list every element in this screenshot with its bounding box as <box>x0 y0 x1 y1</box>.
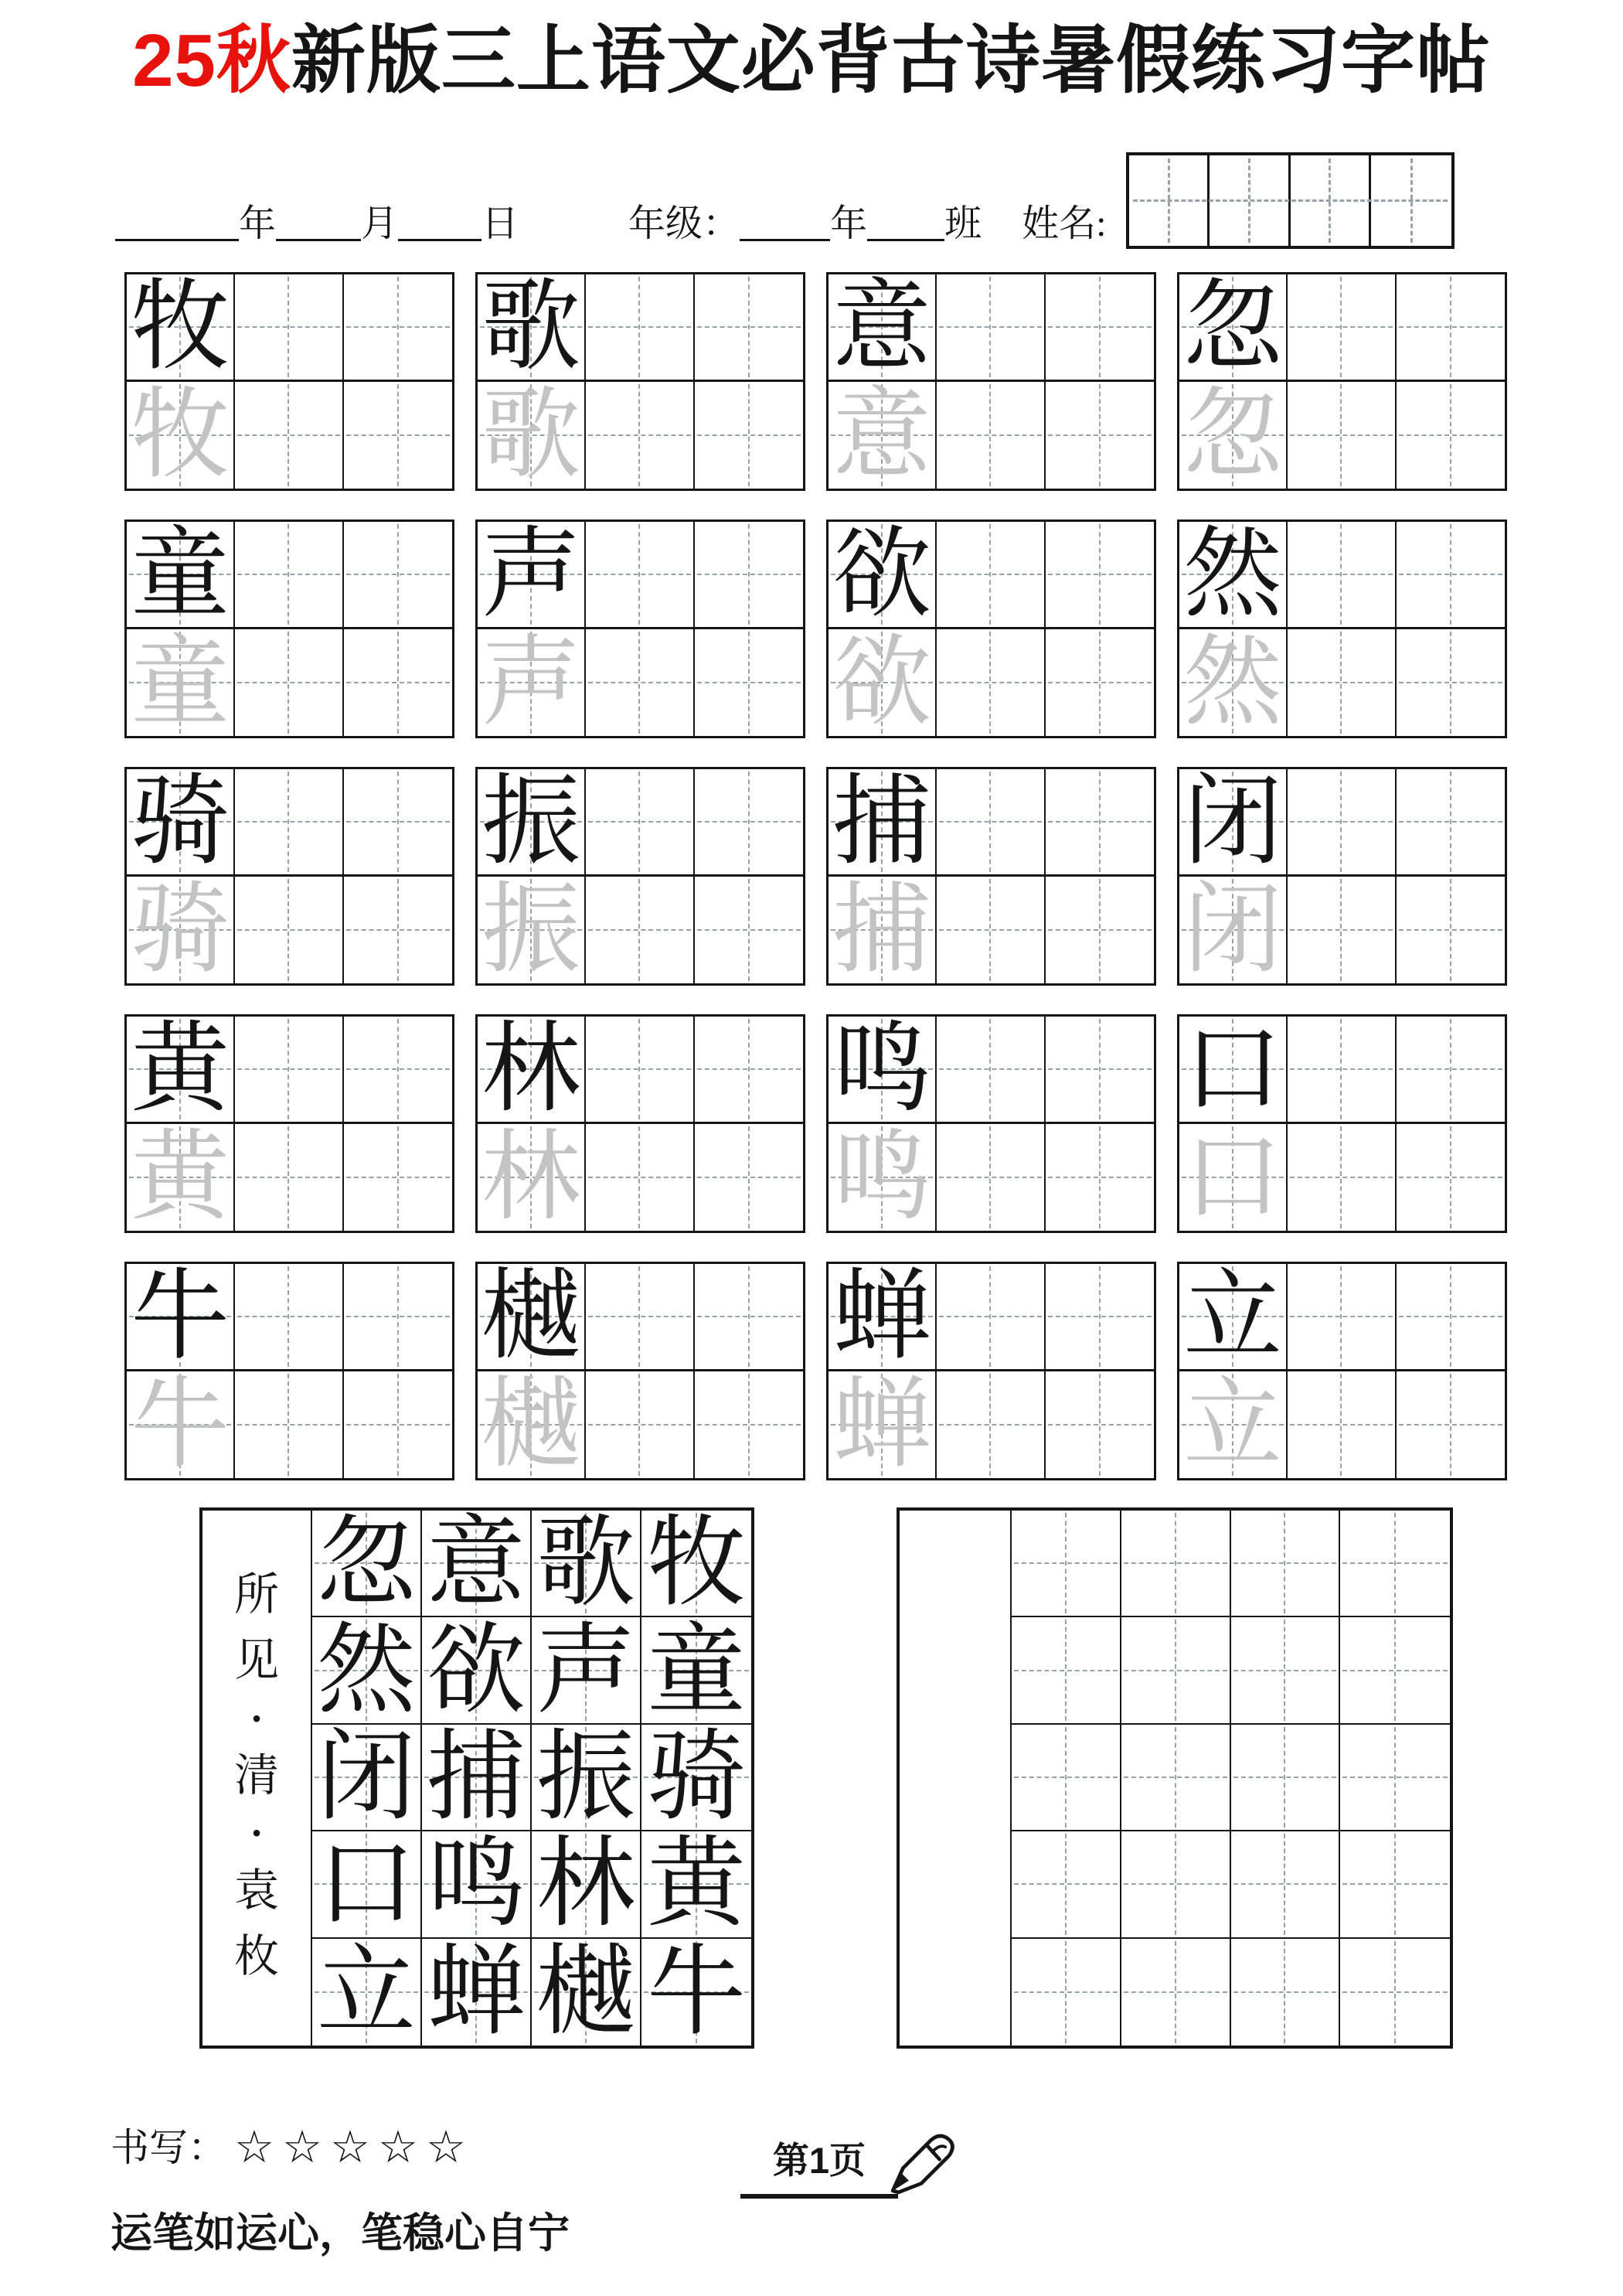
grade-year-blank <box>740 239 830 241</box>
practice-cell <box>1288 522 1396 629</box>
practice-cell <box>1046 1017 1154 1124</box>
star-rating: ☆☆☆☆☆ <box>234 2122 474 2172</box>
trace-char: 意 <box>832 380 932 490</box>
poem-cell <box>641 1831 751 1938</box>
practice-block-牧 <box>124 272 454 491</box>
poem-char: 歌 <box>536 1508 635 1619</box>
poem-char: 林 <box>536 1829 635 1940</box>
practice-cell <box>1046 274 1154 382</box>
practice-cell <box>478 874 586 985</box>
blank-practice-grid <box>1012 1511 1450 2046</box>
poem-title-char: 所 <box>233 1569 279 1620</box>
practice-cell <box>235 522 343 629</box>
practice-cell <box>1046 522 1154 629</box>
blank-practice-panel <box>897 1507 1453 2049</box>
practice-cell <box>1288 382 1396 489</box>
poem-cell <box>312 1617 422 1724</box>
date-day-blank <box>398 239 481 241</box>
practice-block-骑 <box>124 767 454 986</box>
model-char: 闭 <box>1183 766 1283 877</box>
poem-cell <box>422 1722 532 1832</box>
blank-cell <box>1121 1831 1231 1938</box>
blank-cell <box>1231 1511 1341 1617</box>
blank-cell <box>1012 1831 1121 1938</box>
practice-cell <box>344 382 452 489</box>
practice-cell <box>695 1017 803 1124</box>
class-label: 班 <box>944 203 982 244</box>
poem-cell <box>422 1617 532 1724</box>
practice-cell <box>235 274 343 382</box>
practice-cell <box>344 1264 452 1371</box>
practice-cell <box>1288 1017 1396 1124</box>
model-char: 忽 <box>1183 271 1283 382</box>
practice-cell <box>829 1124 937 1231</box>
model-char: 立 <box>1183 1261 1283 1371</box>
trace-char: 然 <box>1183 627 1283 738</box>
practice-cell <box>695 522 803 629</box>
pen-icon <box>881 2126 961 2200</box>
motto-text: 运笔如运心，笔稳心自宁 <box>111 2210 570 2257</box>
poem-char: 蝉 <box>426 1937 526 2047</box>
model-char: 樾 <box>481 1261 581 1371</box>
model-char: 声 <box>481 519 581 629</box>
class-blank <box>867 239 944 241</box>
trace-char: 樾 <box>481 1369 581 1480</box>
blank-cell <box>1340 1617 1450 1724</box>
practice-block-鸣 <box>826 1014 1156 1233</box>
practice-cell <box>829 629 937 737</box>
practice-cell <box>937 274 1045 382</box>
poem-char: 振 <box>536 1722 635 1832</box>
grade-label: 年级： <box>628 203 740 244</box>
practice-cell <box>1397 274 1505 382</box>
practice-cell <box>127 1371 235 1479</box>
practice-cell <box>478 1261 586 1371</box>
blank-label-column <box>900 1511 1012 2046</box>
practice-cell <box>1179 766 1288 877</box>
model-char: 牧 <box>131 271 230 382</box>
practice-cell <box>344 1017 452 1124</box>
practice-cell <box>127 629 235 737</box>
practice-cell <box>937 1017 1045 1124</box>
poem-cell <box>532 1617 641 1724</box>
practice-cell <box>829 271 937 382</box>
practice-cell <box>235 1017 343 1124</box>
name-grid-box <box>1126 152 1455 249</box>
poem-grid <box>312 1508 751 2047</box>
practice-cell <box>1397 522 1505 629</box>
practice-cell <box>1397 877 1505 984</box>
poem-panel <box>199 1507 754 2049</box>
practice-cell <box>478 1013 586 1124</box>
practice-cell <box>344 629 452 737</box>
poem-cell <box>532 1831 641 1938</box>
practice-cell <box>695 1264 803 1371</box>
practice-cell <box>1179 271 1288 382</box>
poem-title-column <box>202 1511 312 2046</box>
practice-cell <box>937 382 1045 489</box>
poem-char: 忽 <box>316 1508 416 1619</box>
poem-cell <box>422 1508 532 1619</box>
practice-cell <box>1046 629 1154 737</box>
practice-cell <box>1046 1124 1154 1231</box>
blank-cell <box>1231 1617 1341 1724</box>
page-title <box>0 20 1623 102</box>
practice-cell <box>344 1371 452 1479</box>
practice-cell <box>1288 877 1396 984</box>
practice-cell <box>937 877 1045 984</box>
practice-cell <box>1397 1371 1505 1479</box>
practice-cell <box>1397 1017 1505 1124</box>
year-label: 年 <box>239 203 277 244</box>
poem-char: 骑 <box>646 1722 746 1832</box>
poem-cell <box>312 1831 422 1938</box>
trace-char: 牧 <box>131 380 230 490</box>
practice-cell <box>1179 629 1288 737</box>
practice-cell <box>127 271 235 382</box>
practice-cell <box>829 519 937 629</box>
poem-cell <box>641 1722 751 1832</box>
practice-cell <box>344 769 452 877</box>
name-label: 姓名: <box>1022 203 1107 244</box>
practice-cell <box>586 1124 694 1231</box>
practice-cell <box>235 877 343 984</box>
model-char: 振 <box>481 766 581 877</box>
practice-cell <box>937 769 1045 877</box>
practice-cell <box>1397 1264 1505 1371</box>
model-char: 歌 <box>481 271 581 382</box>
practice-cell <box>829 766 937 877</box>
practice-cell <box>829 874 937 985</box>
poem-cell <box>422 1939 532 2046</box>
practice-cell <box>937 1124 1045 1231</box>
grade-year-label: 年 <box>830 203 868 244</box>
practice-cell <box>586 1264 694 1371</box>
practice-cell <box>344 274 452 382</box>
model-char: 林 <box>481 1013 581 1124</box>
practice-cell <box>695 382 803 489</box>
practice-cell <box>1288 1264 1396 1371</box>
practice-cell <box>235 1371 343 1479</box>
poem-cell <box>532 1722 641 1832</box>
practice-cell <box>586 1017 694 1124</box>
practice-cell <box>586 382 694 489</box>
practice-cell <box>478 1124 586 1231</box>
practice-cell <box>344 1124 452 1231</box>
practice-cell <box>586 1371 694 1479</box>
practice-cell <box>829 1371 937 1479</box>
practice-cell <box>586 877 694 984</box>
blank-cell <box>1012 1725 1121 1831</box>
trace-char: 林 <box>481 1122 581 1232</box>
poem-char: 樾 <box>536 1937 635 2047</box>
practice-block-忽 <box>1177 272 1507 491</box>
blank-cell <box>1012 1939 1121 2046</box>
poem-char: 欲 <box>426 1615 526 1725</box>
poem-char: 牛 <box>646 1937 746 2047</box>
practice-cell <box>127 382 235 489</box>
practice-cell <box>344 522 452 629</box>
practice-cell <box>235 1124 343 1231</box>
practice-cell <box>586 629 694 737</box>
practice-cell <box>695 1124 803 1231</box>
practice-cell <box>478 271 586 382</box>
practice-cell <box>695 274 803 382</box>
practice-cell <box>1046 382 1154 489</box>
poem-cell <box>312 1939 422 2046</box>
name-grid-cell <box>1129 155 1210 246</box>
poem-char: 牧 <box>646 1508 746 1619</box>
practice-cell <box>127 1261 235 1371</box>
trace-char: 牛 <box>131 1369 230 1480</box>
practice-cell <box>1288 1371 1396 1479</box>
poem-cell <box>422 1831 532 1938</box>
practice-cell <box>1397 629 1505 737</box>
model-char: 蝉 <box>832 1261 932 1371</box>
blank-cell <box>1121 1939 1231 2046</box>
trace-char: 口 <box>1183 1122 1283 1232</box>
title-prefix: 25秋 <box>132 19 291 102</box>
poem-cell <box>532 1939 641 2046</box>
practice-cell <box>1288 629 1396 737</box>
practice-cell <box>937 629 1045 737</box>
model-char: 欲 <box>832 519 932 629</box>
poem-title-char: 枚 <box>233 1930 279 1981</box>
practice-cell <box>1046 1371 1154 1479</box>
practice-cell <box>1288 274 1396 382</box>
practice-cell <box>829 1013 937 1124</box>
poem-char: 然 <box>316 1615 416 1725</box>
trace-char: 捕 <box>832 874 932 985</box>
blank-cell <box>1121 1725 1231 1831</box>
practice-cell <box>478 629 586 737</box>
practice-cell <box>1179 1261 1288 1371</box>
practice-cell <box>586 769 694 877</box>
practice-cell <box>1179 382 1288 489</box>
blank-cell <box>1231 1725 1341 1831</box>
model-char: 童 <box>131 519 230 629</box>
practice-block-林 <box>475 1014 805 1233</box>
poem-cell <box>641 1617 751 1724</box>
practice-cell <box>937 522 1045 629</box>
blank-cell <box>1231 1939 1341 2046</box>
practice-block-立 <box>1177 1262 1507 1480</box>
practice-cell <box>1397 382 1505 489</box>
model-char: 黄 <box>131 1013 230 1124</box>
practice-cell <box>344 877 452 984</box>
name-grid-cell <box>1210 155 1290 246</box>
writing-score-row <box>111 2124 474 2171</box>
practice-cell <box>695 769 803 877</box>
trace-char: 振 <box>481 874 581 985</box>
poem-char: 捕 <box>426 1722 526 1832</box>
practice-cell <box>586 274 694 382</box>
trace-char: 黄 <box>131 1122 230 1232</box>
trace-char: 忽 <box>1183 380 1283 490</box>
blank-cell <box>1340 1511 1450 1617</box>
practice-cell <box>695 877 803 984</box>
poem-char: 黄 <box>646 1829 746 1940</box>
practice-block-意 <box>826 272 1156 491</box>
practice-cell <box>1397 1124 1505 1231</box>
trace-char: 闭 <box>1183 874 1283 985</box>
practice-cell <box>1179 1371 1288 1479</box>
poem-char: 闭 <box>316 1722 416 1832</box>
page-number: 第1页 <box>772 2140 866 2181</box>
model-char: 意 <box>832 271 932 382</box>
practice-cell <box>235 1264 343 1371</box>
blank-cell <box>1340 1939 1450 2046</box>
poem-cell <box>312 1508 422 1619</box>
blank-cell <box>1121 1511 1231 1617</box>
blank-cell <box>1121 1617 1231 1724</box>
practice-cell <box>127 1124 235 1231</box>
day-label: 日 <box>481 203 519 244</box>
practice-block-樾 <box>475 1262 805 1480</box>
poem-title-char: • <box>251 1817 262 1849</box>
title-main: 新版三上语文必背古诗暑假练习字帖 <box>291 19 1491 102</box>
practice-cell <box>127 1013 235 1124</box>
month-label: 月 <box>361 203 399 244</box>
poem-char: 口 <box>316 1829 416 1940</box>
practice-cell <box>1046 877 1154 984</box>
practice-block-闭 <box>1177 767 1507 986</box>
date-year-blank <box>115 239 239 241</box>
blank-cell <box>1340 1831 1450 1938</box>
practice-cell <box>235 382 343 489</box>
poem-cell <box>641 1939 751 2046</box>
trace-char: 蝉 <box>832 1369 932 1480</box>
trace-char: 欲 <box>832 627 932 738</box>
poem-title-char: 袁 <box>233 1865 279 1916</box>
model-char: 骑 <box>131 766 230 877</box>
practice-block-蝉 <box>826 1262 1156 1480</box>
poem-char: 鸣 <box>426 1829 526 1940</box>
poem-char: 立 <box>316 1937 416 2047</box>
practice-cell <box>1397 769 1505 877</box>
poem-title-char: 清 <box>233 1749 279 1800</box>
header-form-line <box>115 199 1106 243</box>
name-grid-cell <box>1291 155 1371 246</box>
date-month-blank <box>276 239 361 241</box>
blank-cell <box>1012 1617 1121 1724</box>
trace-char: 骑 <box>131 874 230 985</box>
practice-cell <box>1179 874 1288 985</box>
poem-char: 意 <box>426 1508 526 1619</box>
practice-cell <box>478 1371 586 1479</box>
blank-cell <box>1012 1511 1121 1617</box>
practice-cell <box>1288 1124 1396 1231</box>
model-char: 鸣 <box>832 1013 932 1124</box>
practice-cell <box>127 766 235 877</box>
poem-cell <box>532 1508 641 1619</box>
trace-char: 歌 <box>481 380 581 490</box>
practice-grid <box>124 272 1507 1480</box>
practice-block-然 <box>1177 519 1507 738</box>
practice-cell <box>1046 1264 1154 1371</box>
practice-block-捕 <box>826 767 1156 986</box>
practice-block-口 <box>1177 1014 1507 1233</box>
practice-block-黄 <box>124 1014 454 1233</box>
practice-cell <box>235 769 343 877</box>
poem-char: 童 <box>646 1615 746 1725</box>
trace-char: 声 <box>481 627 581 738</box>
poem-cell <box>641 1508 751 1619</box>
model-char: 牛 <box>131 1261 230 1371</box>
practice-cell <box>586 522 694 629</box>
practice-block-牛 <box>124 1262 454 1480</box>
practice-cell <box>1288 769 1396 877</box>
page-number-underline <box>740 2194 898 2199</box>
model-char: 捕 <box>832 766 932 877</box>
practice-cell <box>235 629 343 737</box>
practice-cell <box>937 1371 1045 1479</box>
blank-cell <box>1340 1725 1450 1831</box>
practice-cell <box>127 519 235 629</box>
practice-cell <box>1179 1124 1288 1231</box>
name-grid-cell <box>1371 155 1451 246</box>
blank-cell <box>1231 1831 1341 1938</box>
practice-cell <box>478 382 586 489</box>
poem-title-char: • <box>251 1702 262 1734</box>
trace-char: 鸣 <box>832 1122 932 1232</box>
trace-char: 立 <box>1183 1369 1283 1480</box>
practice-cell <box>695 1371 803 1479</box>
practice-cell <box>127 874 235 985</box>
practice-cell <box>829 1261 937 1371</box>
writing-label: 书写： <box>111 2126 226 2169</box>
model-char: 口 <box>1183 1013 1283 1124</box>
practice-cell <box>695 629 803 737</box>
practice-cell <box>478 519 586 629</box>
poem-title-char: 见 <box>233 1635 279 1686</box>
practice-cell <box>829 382 937 489</box>
practice-cell <box>937 1264 1045 1371</box>
practice-block-童 <box>124 519 454 738</box>
model-char: 然 <box>1183 519 1283 629</box>
practice-cell <box>1179 519 1288 629</box>
practice-block-歌 <box>475 272 805 491</box>
poem-cell <box>312 1722 422 1832</box>
practice-block-欲 <box>826 519 1156 738</box>
practice-cell <box>1179 1013 1288 1124</box>
practice-cell <box>1046 769 1154 877</box>
practice-block-声 <box>475 519 805 738</box>
practice-block-振 <box>475 767 805 986</box>
trace-char: 童 <box>131 627 230 738</box>
poem-char: 声 <box>536 1615 635 1725</box>
practice-cell <box>478 766 586 877</box>
